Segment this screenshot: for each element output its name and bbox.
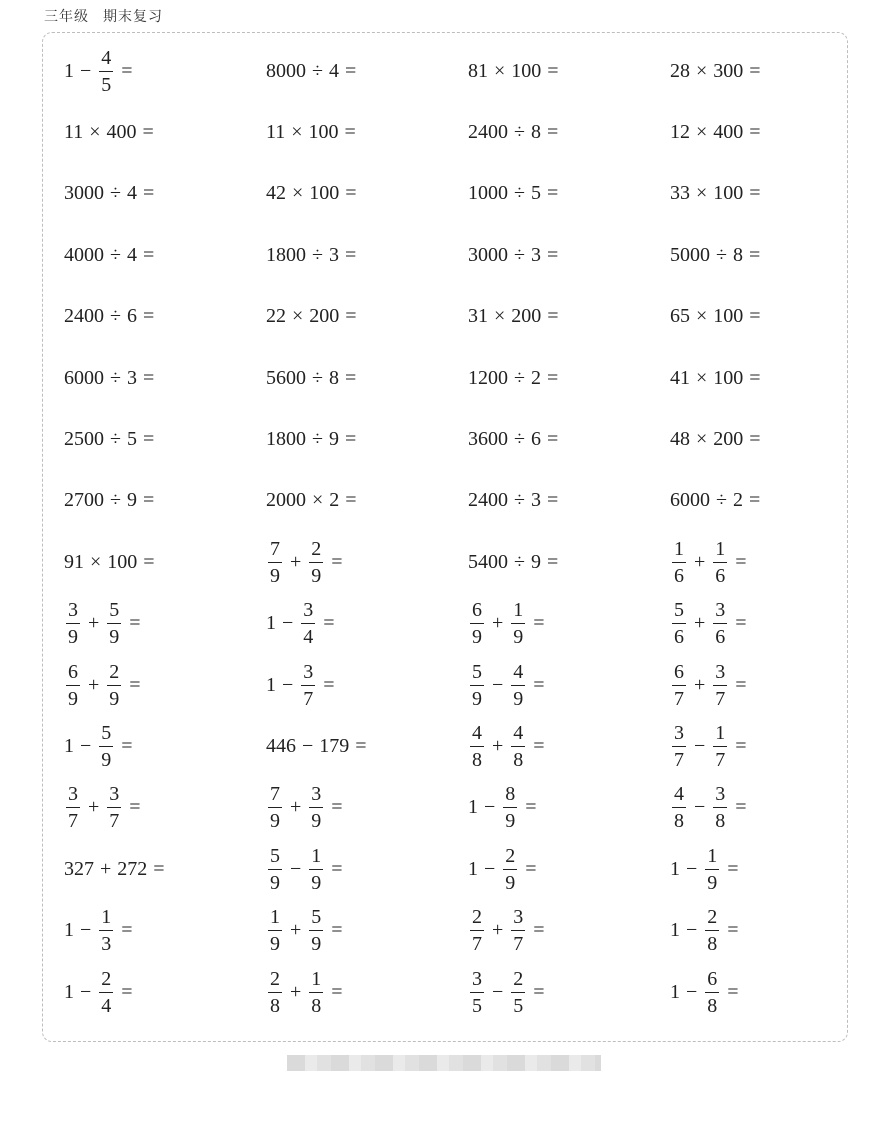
math-problem: 65 × 100 = (670, 305, 761, 328)
math-problem: 12 × 400 = (670, 120, 761, 143)
problem-row (64, 347, 864, 409)
math-problem: 42 × 100 = (266, 182, 357, 205)
fraction: $\frac{2}{5}$ (513, 967, 524, 1017)
math-problem: 2400 ÷ 8 = (468, 120, 559, 143)
math-problem: 11 × 400 = (64, 120, 154, 143)
fraction: $\frac{1}{9}$ (707, 844, 718, 894)
fraction: $\frac{2}{7}$ (472, 906, 482, 956)
fraction: $\frac{6}{9}$ (472, 599, 482, 649)
fraction: $\frac{5}{9}$ (311, 906, 322, 956)
worksheet-header (44, 6, 163, 26)
math-problem: 31 × 200 = (468, 305, 559, 328)
math-problem: 1 − $\frac{8}{9}$ = (468, 783, 537, 833)
math-problem: 8000 ÷ 4 = (266, 59, 357, 82)
fraction: $\frac{2}{9}$ (311, 537, 322, 587)
grade-label: 三年级 (44, 9, 89, 25)
math-problem: 4000 ÷ 4 = (64, 243, 155, 266)
problem-row (64, 531, 864, 593)
math-problem: 3000 ÷ 4 = (64, 182, 155, 205)
fraction: $\frac{4}{8}$ (513, 721, 524, 771)
fraction: $\frac{1}{9}$ (311, 844, 322, 894)
math-problem: $\frac{1}{9}$ + $\frac{5}{9}$ = (270, 906, 343, 956)
math-problem: 6000 ÷ 2 = (670, 489, 761, 512)
fraction: $\frac{8}{9}$ (505, 783, 516, 833)
fraction: $\frac{4}{5}$ (101, 46, 112, 96)
problem-row (64, 40, 864, 102)
math-problem: 5400 ÷ 9 = (468, 550, 559, 573)
math-problem: 1 − $\frac{5}{9}$ = (64, 721, 133, 771)
problem-row (64, 224, 864, 286)
math-problem: $\frac{7}{9}$ + $\frac{2}{9}$ = (270, 537, 343, 587)
math-problem: 2400 ÷ 3 = (468, 489, 559, 512)
problem-row (64, 838, 864, 900)
fraction: $\frac{1}{8}$ (311, 967, 322, 1017)
fraction: $\frac{2}{4}$ (101, 967, 112, 1017)
math-problem: 1 − $\frac{3}{7}$ = (266, 660, 335, 710)
math-problem: $\frac{7}{9}$ + $\frac{3}{9}$ = (270, 783, 343, 833)
fraction: $\frac{3}{9}$ (311, 783, 322, 833)
math-problem: 1 − $\frac{2}{8}$ = (670, 906, 739, 956)
fraction: $\frac{6}{7}$ (674, 660, 684, 710)
fraction: $\frac{5}{9}$ (109, 599, 120, 649)
math-problem: 5000 ÷ 8 = (670, 243, 761, 266)
problem-row (64, 286, 864, 348)
math-problem: $\frac{3}{9}$ + $\frac{5}{9}$ = (68, 599, 141, 649)
math-problem: 1 − $\frac{2}{9}$ = (468, 844, 537, 894)
problem-row (64, 900, 864, 962)
fraction: $\frac{7}{9}$ (270, 783, 280, 833)
math-problem: 5600 ÷ 8 = (266, 366, 357, 389)
math-problem: $\frac{4}{8}$ + $\frac{4}{8}$ = (472, 721, 545, 771)
math-problem: $\frac{5}{9}$ − $\frac{4}{9}$ = (472, 660, 545, 710)
math-problem: 11 × 100 = (266, 120, 356, 143)
problem-row (64, 715, 864, 777)
math-problem: 1 − $\frac{4}{5}$ = (64, 46, 133, 96)
fraction: $\frac{1}{7}$ (715, 721, 726, 771)
math-problem: 1000 ÷ 5 = (468, 182, 559, 205)
fraction: $\frac{2}{9}$ (505, 844, 516, 894)
math-problem: 1 − $\frac{6}{8}$ = (670, 967, 739, 1017)
math-problem: 3600 ÷ 6 = (468, 427, 559, 450)
fraction: $\frac{5}{6}$ (674, 599, 684, 649)
math-problem: 2400 ÷ 6 = (64, 305, 155, 328)
math-problem: $\frac{3}{7}$ − $\frac{1}{7}$ = (674, 721, 747, 771)
math-problem: 2000 × 2 = (266, 489, 357, 512)
fraction: $\frac{4}{8}$ (674, 783, 684, 833)
math-problem: $\frac{4}{8}$ − $\frac{3}{8}$ = (674, 783, 747, 833)
fraction: $\frac{6}{8}$ (707, 967, 718, 1017)
problem-row (64, 408, 864, 470)
math-problem: 33 × 100 = (670, 182, 761, 205)
math-problem: 6000 ÷ 3 = (64, 366, 155, 389)
math-problem: 81 × 100 = (468, 59, 559, 82)
fraction: $\frac{4}{9}$ (513, 660, 524, 710)
math-problem: 1800 ÷ 9 = (266, 427, 357, 450)
math-problem: $\frac{2}{8}$ + $\frac{1}{8}$ = (270, 967, 343, 1017)
math-problem: 1 − $\frac{2}{4}$ = (64, 967, 133, 1017)
math-problem: 3000 ÷ 3 = (468, 243, 559, 266)
math-problem: $\frac{1}{6}$ + $\frac{1}{6}$ = (674, 537, 747, 587)
fraction: $\frac{3}{7}$ (715, 660, 726, 710)
math-problem: $\frac{3}{5}$ − $\frac{2}{5}$ = (472, 967, 545, 1017)
math-problem: 2700 ÷ 9 = (64, 489, 155, 512)
fraction: $\frac{5}{9}$ (270, 844, 280, 894)
fraction: $\frac{5}{9}$ (101, 721, 112, 771)
math-problem: $\frac{5}{6}$ + $\frac{3}{6}$ = (674, 599, 747, 649)
math-problem: $\frac{6}{7}$ + $\frac{3}{7}$ = (674, 660, 747, 710)
math-problem: 22 × 200 = (266, 305, 357, 328)
math-problem: 91 × 100 = (64, 550, 155, 573)
blurred-watermark (287, 1055, 601, 1071)
fraction: $\frac{5}{9}$ (472, 660, 482, 710)
problem-row (64, 470, 864, 532)
fraction: $\frac{4}{8}$ (472, 721, 482, 771)
worksheet-title: 期末复习 (103, 9, 163, 25)
math-problem: $\frac{6}{9}$ + $\frac{2}{9}$ = (68, 660, 141, 710)
math-problem: 1800 ÷ 3 = (266, 243, 357, 266)
fraction: $\frac{1}{9}$ (513, 599, 524, 649)
fraction: $\frac{3}{7}$ (109, 783, 120, 833)
fraction: $\frac{3}{9}$ (68, 599, 78, 649)
fraction: $\frac{3}{7}$ (674, 721, 684, 771)
fraction: $\frac{1}{3}$ (101, 906, 112, 956)
fraction: $\frac{3}{8}$ (715, 783, 726, 833)
math-problem: 327 + 272 = (64, 857, 165, 880)
fraction: $\frac{3}{4}$ (303, 599, 314, 649)
problem-row (64, 654, 864, 716)
math-problem: 1 − $\frac{3}{4}$ = (266, 599, 335, 649)
math-problem: $\frac{2}{7}$ + $\frac{3}{7}$ = (472, 906, 545, 956)
fraction: $\frac{2}{9}$ (109, 660, 120, 710)
problem-row (64, 961, 864, 1023)
math-problem: 1200 ÷ 2 = (468, 366, 559, 389)
math-problem: 2500 ÷ 5 = (64, 427, 155, 450)
math-problem: 1 − $\frac{1}{3}$ = (64, 906, 133, 956)
math-problem: 41 × 100 = (670, 366, 761, 389)
math-problem: $\frac{5}{9}$ − $\frac{1}{9}$ = (270, 844, 343, 894)
fraction: $\frac{3}{7}$ (513, 906, 524, 956)
math-problem: $\frac{3}{7}$ + $\frac{3}{7}$ = (68, 783, 141, 833)
fraction: $\frac{1}{6}$ (674, 537, 684, 587)
fraction: $\frac{3}{7}$ (68, 783, 78, 833)
fraction: $\frac{2}{8}$ (707, 906, 718, 956)
problem-row (64, 101, 864, 163)
fraction: $\frac{1}{9}$ (270, 906, 280, 956)
fraction: $\frac{3}{6}$ (715, 599, 726, 649)
fraction: $\frac{2}{8}$ (270, 967, 280, 1017)
fraction: $\frac{3}{7}$ (303, 660, 314, 710)
math-problem: $\frac{6}{9}$ + $\frac{1}{9}$ = (472, 599, 545, 649)
math-problem: 28 × 300 = (670, 59, 761, 82)
fraction: $\frac{3}{5}$ (472, 967, 482, 1017)
problem-row (64, 163, 864, 225)
fraction: $\frac{7}{9}$ (270, 537, 280, 587)
math-problem: 446 − 179 = (266, 734, 367, 757)
math-problem: 1 − $\frac{1}{9}$ = (670, 844, 739, 894)
problem-row (64, 593, 864, 655)
problem-row (64, 777, 864, 839)
fraction: $\frac{1}{6}$ (715, 537, 726, 587)
math-problem: 48 × 200 = (670, 427, 761, 450)
fraction: $\frac{6}{9}$ (68, 660, 78, 710)
